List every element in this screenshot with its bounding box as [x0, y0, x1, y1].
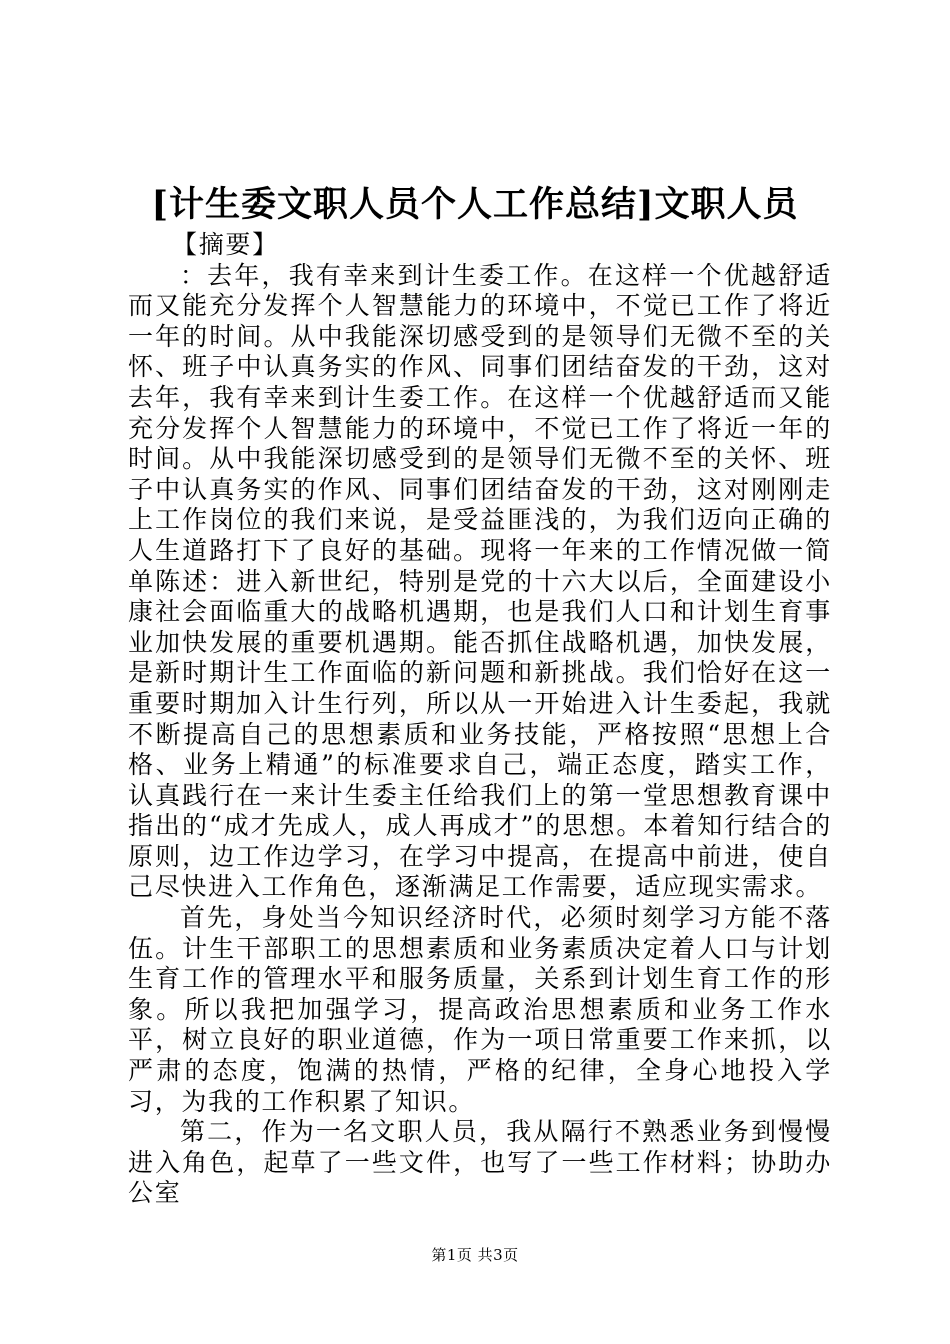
paragraph-2: 首先，身处当今知识经济时代，必须时刻学习方能不落伍。计生干部职工的思想素质和业务素质决定着人口与计划生育工作的管理水平和服务质量，关系到计划生育工作的形象。所以我把加强学习，提高政治思想素质和业务工作水平，树立良好的职业道德，作为一项日常重要工作来抓，以严肃的态度，饱满的热情，严格的纪律，全身心地投入学习，为我的工作积累了知识。	[128, 903, 832, 1116]
abstract-label: 【摘要】	[172, 230, 279, 259]
paragraph-1: ：去年，我有幸来到计生委工作。在这样一个优越舒适而又能充分发挥个人智慧能力的环境中，不觉已工作了将近一年的时间。从中我能深切感受到的是领导们无微不至的关怀、班子中认真务实的作风、同事们团结奋发的干劲，这对去年，我有幸来到计生委工作。在这样一个优越舒适而又能充分发挥个人智慧能力的环境中，不觉已工作了将近一年的时间。从中我能深切感受到的是领导们无微不至的关怀、班子中认真务实的作风、同事们团结奋发的干劲，这对刚刚走上工作岗位的我们来说，是受益匪浅的，为我们迈向正确的人生道路打下了良好的基础。现将一年来的工作情况做一简单陈述：进入新世纪，特别是党的十六大以后，全面建设小康社会面临重大的战略机遇期，也是我们人口和计划生育事业加快发展的重要机遇期。能否抓住战略机遇，加快发展，是新时期计生工作面临的新问题和新挑战。我们恰好在这一重要时期加入计生行列，所以从一开始进入计生委起，我就不断提高自己的思想素质和业务技能，严格按照“思想上合格、业务上精通”的标准要求自己，端正态度，踏实工作，认真践行在一来计生委主任给我们上的第一堂思想教育课中指出的“成才先成人，成人再成才”的思想。本着知行结合的原则，边工作边学习，在学习中提高，在提高中前进，使自己尽快进入工作角色，逐渐满足工作需要，适应现实需求。	[128, 260, 832, 902]
document-body	[128, 230, 832, 1209]
document-title: [计生委文职人员个人工作总结]文职人员	[151, 184, 799, 225]
paragraph-3: 第二，作为一名文职人员，我从隔行不熟悉业务到慢慢进入角色，起草了一些文件，也写了一些工作材料；协助办公室	[128, 1117, 832, 1208]
page-footer: 第1页 共3页	[431, 1246, 519, 1264]
